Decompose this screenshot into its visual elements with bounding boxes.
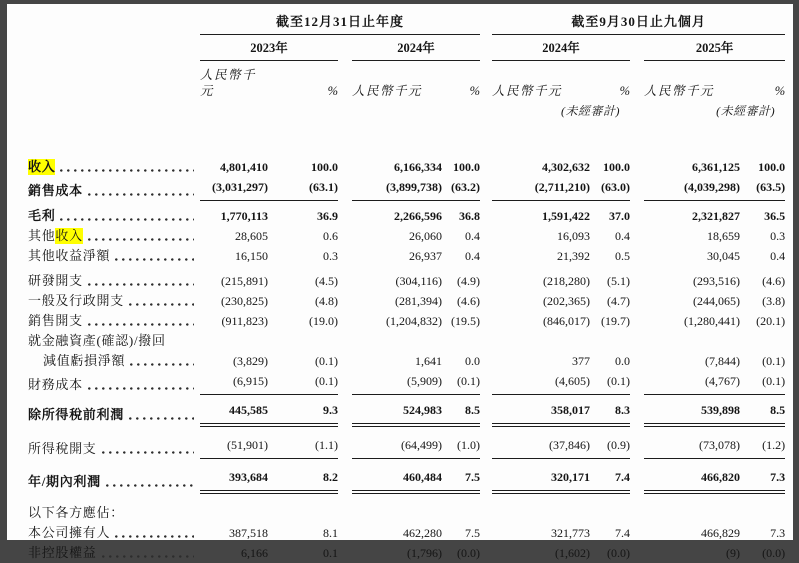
cell-percent: 7.5: [465, 526, 481, 540]
column-gap: [338, 351, 352, 371]
column-gap: [630, 61, 644, 102]
column-gap: [480, 101, 492, 121]
column-gap: [630, 291, 644, 311]
cell-amount: (4,605): [492, 371, 590, 395]
cell-percent: 0.3: [770, 229, 786, 243]
row-label: 研發開支: [28, 273, 83, 288]
column-gap: [338, 246, 352, 266]
cell-amount: (244,065): [693, 294, 741, 308]
column-gap: [338, 492, 352, 523]
column-gap: [630, 492, 644, 523]
cell-amount: 320,171: [492, 459, 590, 493]
cell-percent: 100.0: [758, 160, 786, 174]
spacer-cell: [28, 35, 200, 61]
cell-percent: 7.4: [615, 526, 631, 540]
table-row: [28, 226, 785, 246]
cell-percent: (4.9): [457, 274, 481, 288]
cell-percent: 0.4: [465, 229, 481, 243]
column-gap: [630, 101, 644, 121]
cell-percent: (0.9): [590, 425, 630, 459]
cell-percent: (1.0): [442, 425, 480, 459]
cell-percent: 36.8: [459, 209, 481, 223]
column-gap: [338, 425, 352, 459]
cell-amount: 4,302,632: [542, 160, 591, 174]
column-gap: [630, 351, 644, 371]
column-gap: [480, 35, 492, 61]
cell-percent: (63.5): [740, 177, 785, 201]
cell-percent: (4.5): [315, 274, 338, 288]
search-highlight: 收入: [55, 228, 83, 243]
cell-amount: 462,280: [403, 526, 442, 540]
cell-percent: (0.0): [762, 546, 786, 560]
column-gap: [338, 543, 352, 563]
table-row: [28, 371, 785, 395]
cell-amount: (846,017): [543, 314, 591, 328]
cell-amount: 460,484: [352, 459, 442, 493]
cell-percent: 7.5: [442, 459, 480, 493]
cell-percent: 37.0: [609, 209, 631, 223]
row-label-cell: [28, 226, 200, 246]
financial-table-body: [28, 121, 785, 563]
col-header-currency: 人民幣千元: [352, 84, 423, 98]
col-header-percent: %: [619, 84, 631, 98]
search-highlight: 收入: [28, 159, 56, 174]
column-gap: [480, 266, 492, 291]
cell-percent: [590, 331, 630, 351]
table-row: [28, 311, 785, 331]
row-label: 財務成本: [28, 376, 83, 392]
cell-amount: (3,829): [233, 354, 268, 368]
column-gap: [630, 201, 644, 227]
column-gap: [338, 121, 352, 177]
cell-percent: (0.1): [740, 371, 785, 395]
cell-percent: 0.4: [615, 229, 631, 243]
column-gap: [630, 331, 644, 351]
row-label: 本公司擁有人: [28, 525, 111, 540]
dot-leader: [129, 303, 194, 306]
cell-percent: 36.9: [317, 209, 338, 223]
column-gap: [338, 35, 352, 61]
cell-amount: 6,361,125: [692, 160, 741, 174]
cell-amount: (911,823): [221, 314, 268, 328]
cell-amount: (9): [726, 546, 741, 560]
column-gap: [480, 331, 492, 351]
spacer-cell: [28, 101, 480, 121]
year-header-2024: 2024年: [352, 35, 480, 61]
column-gap: [338, 226, 352, 246]
column-gap: [630, 371, 644, 395]
row-label: 就金融資產(確認)/撥回: [28, 333, 166, 348]
col-header-percent: %: [469, 84, 481, 98]
column-gap: [338, 459, 352, 493]
cell-amount: 16,150: [235, 249, 268, 263]
table-row: [28, 201, 785, 227]
cell-amount: 445,585: [200, 395, 268, 426]
cell-amount: (1,602): [555, 546, 591, 560]
cell-amount: (3,031,297): [200, 177, 268, 201]
column-gap: [338, 61, 352, 102]
cell-percent: (1.1): [268, 425, 338, 459]
cell-percent: (5.1): [607, 274, 631, 288]
spacer-cell: [28, 12, 200, 35]
cell-amount: 16,093: [557, 229, 591, 243]
cell-percent: 7.3: [740, 459, 785, 493]
column-gap: [480, 543, 492, 563]
row-label: 所得稅開支: [28, 440, 97, 456]
row-label: 毛利: [28, 208, 56, 223]
column-gap: [338, 291, 352, 311]
unaudited-note: (未經審計): [561, 104, 621, 118]
col-header-percent: %: [774, 84, 786, 98]
cell-percent: 7.3: [770, 526, 786, 540]
col-header-percent: %: [327, 84, 338, 98]
cell-percent: [740, 331, 785, 351]
col-header-currency: 人民幣千元: [492, 84, 563, 98]
cell-amount: (3,899,738): [352, 177, 442, 201]
row-label: 減值虧損淨額: [43, 353, 126, 368]
cell-amount: [492, 331, 590, 351]
table-row: [28, 395, 785, 426]
table-row: [28, 177, 785, 201]
column-gap: [480, 177, 492, 201]
cell-percent: 0.1: [323, 546, 338, 560]
cell-amount: 1,591,422: [542, 209, 591, 223]
cell-amount: [352, 492, 442, 523]
cell-amount: [644, 331, 740, 351]
dot-leader: [88, 193, 194, 196]
document-page: [7, 4, 793, 560]
cell-percent: 8.5: [442, 395, 480, 426]
row-label-cell: [28, 177, 200, 201]
cell-percent: (4.7): [607, 294, 631, 308]
row-label-cell: [28, 331, 200, 351]
column-gap: [338, 177, 352, 201]
cell-percent: (1.2): [740, 425, 785, 459]
cell-amount: 393,684: [200, 459, 268, 493]
cell-amount: (5,909): [352, 371, 442, 395]
dot-leader: [115, 535, 194, 538]
cell-percent: 8.5: [740, 395, 785, 426]
table-row: [28, 291, 785, 311]
year-header-row: [28, 35, 785, 61]
cell-amount: [352, 331, 442, 351]
dot-leader: [88, 283, 194, 286]
unaudited-note: (未經審計): [716, 104, 776, 118]
row-label-cell: [28, 543, 200, 563]
row-label-cell: [28, 459, 200, 493]
cell-amount: 2,321,827: [692, 209, 741, 223]
cell-amount: [200, 331, 268, 351]
cell-percent: (63.2): [442, 177, 480, 201]
cell-amount: (51,901): [200, 425, 268, 459]
column-gap: [630, 121, 644, 177]
period-annual-header: 截至12月31日止年度: [200, 12, 480, 35]
cell-amount: (230,825): [221, 294, 268, 308]
table-row: [28, 266, 785, 291]
income-statement: [7, 4, 793, 563]
cell-percent: 0.3: [323, 249, 338, 263]
dot-leader: [129, 417, 194, 420]
column-gap: [630, 459, 644, 493]
column-gap: [338, 201, 352, 227]
dot-leader: [88, 323, 194, 326]
unit-header-row: [28, 61, 785, 102]
row-label-cell: [28, 395, 200, 426]
column-gap: [338, 523, 352, 543]
column-gap: [338, 395, 352, 426]
cell-percent: [268, 492, 338, 523]
cell-amount: 21,392: [557, 249, 591, 263]
cell-amount: 18,659: [707, 229, 741, 243]
cell-percent: (19.5): [451, 314, 481, 328]
cell-percent: 36.5: [764, 209, 786, 223]
cell-amount: (202,365): [543, 294, 591, 308]
cell-amount: (218,280): [543, 274, 591, 288]
dot-leader: [102, 555, 194, 558]
dot-leader: [115, 258, 194, 261]
row-label: 一般及行政開支: [28, 293, 124, 308]
table-row: [28, 492, 785, 523]
row-label-cell: [28, 291, 200, 311]
column-gap: [630, 523, 644, 543]
cell-amount: 1,770,113: [220, 209, 268, 223]
row-label-cell: [28, 371, 200, 395]
cell-percent: 0.4: [465, 249, 481, 263]
row-label: 銷售開支: [28, 313, 83, 328]
spacer-cell: [28, 61, 200, 102]
cell-amount: (6,915): [200, 371, 268, 395]
column-gap: [480, 121, 492, 177]
cell-amount: 377: [572, 354, 591, 368]
cell-percent: (4.6): [762, 274, 786, 288]
cell-percent: 100.0: [311, 160, 338, 174]
cell-amount: 28,605: [235, 229, 268, 243]
cell-amount: (7,844): [705, 354, 741, 368]
cell-amount: (1,280,441): [684, 314, 741, 328]
cell-amount: (304,116): [395, 274, 442, 288]
cell-percent: (0.1): [442, 371, 480, 395]
dot-leader: [88, 238, 194, 241]
column-gap: [480, 12, 492, 35]
table-row: [28, 459, 785, 493]
column-gap: [630, 35, 644, 61]
row-label: 非控股權益: [28, 545, 97, 560]
cell-percent: 0.4: [770, 249, 786, 263]
cell-percent: 8.3: [590, 395, 630, 426]
cell-percent: (0.1): [762, 354, 786, 368]
dot-leader: [60, 169, 194, 172]
row-label-cell: [28, 121, 200, 177]
column-gap: [630, 246, 644, 266]
column-gap: [480, 459, 492, 493]
cell-amount: 539,898: [644, 395, 740, 426]
cell-amount: 466,829: [701, 526, 741, 540]
cell-percent: (63.1): [268, 177, 338, 201]
column-gap: [338, 371, 352, 395]
row-label: 除所得稅前利潤: [28, 407, 124, 422]
table-row: [28, 121, 785, 177]
cell-percent: [268, 331, 338, 351]
cell-amount: 358,017: [492, 395, 590, 426]
cell-percent: [442, 492, 480, 523]
cell-percent: (19.7): [601, 314, 631, 328]
column-gap: [630, 425, 644, 459]
table-row: [28, 523, 785, 543]
cell-amount: (1,796): [407, 546, 442, 560]
col-header-currency: 人民幣千元: [644, 84, 715, 98]
income-statement-table: [28, 12, 785, 563]
cell-amount: 6,166: [241, 546, 268, 560]
cell-amount: (215,891): [221, 274, 268, 288]
column-gap: [480, 291, 492, 311]
unaudited-row: [28, 101, 785, 121]
column-gap: [480, 371, 492, 395]
cell-amount: (73,078): [644, 425, 740, 459]
year-header-2023: 2023年: [200, 35, 338, 61]
dot-leader: [60, 218, 194, 221]
cell-percent: (0.0): [607, 546, 631, 560]
cell-amount: (1,204,832): [386, 314, 442, 328]
cell-percent: (0.1): [315, 354, 338, 368]
column-gap: [338, 266, 352, 291]
cell-amount: (4,767): [644, 371, 740, 395]
column-gap: [630, 177, 644, 201]
cell-amount: (2,711,210): [492, 177, 590, 201]
cell-percent: 8.1: [323, 526, 338, 540]
table-row: [28, 543, 785, 563]
cell-percent: 0.0: [465, 354, 481, 368]
cell-percent: (0.0): [457, 546, 481, 560]
cell-amount: [644, 492, 740, 523]
cell-percent: (4.8): [315, 294, 338, 308]
column-gap: [480, 425, 492, 459]
cell-percent: 8.2: [268, 459, 338, 493]
row-label-cell: [28, 246, 200, 266]
column-gap: [480, 226, 492, 246]
cell-percent: 0.0: [615, 354, 631, 368]
dot-leader: [102, 451, 194, 454]
cell-percent: (0.1): [268, 371, 338, 395]
year-header-2024-9m: 2024年: [492, 35, 630, 61]
column-gap: [480, 395, 492, 426]
cell-amount: 26,060: [409, 229, 442, 243]
period-nine-months-header: 截至9月30日止九個月: [492, 12, 785, 35]
row-label-cell: [28, 351, 200, 371]
cell-percent: 100.0: [603, 160, 631, 174]
cell-amount: [200, 492, 268, 523]
cell-amount: (37,846): [492, 425, 590, 459]
cell-amount: 6,166,334: [394, 160, 442, 174]
row-label-cell: [28, 311, 200, 331]
cell-percent: 9.3: [268, 395, 338, 426]
cell-percent: [740, 492, 785, 523]
year-header-2025: 2025年: [644, 35, 785, 61]
cell-amount: 4,801,410: [220, 160, 268, 174]
table-row: [28, 246, 785, 266]
table-row: [28, 425, 785, 459]
cell-amount: (4,039,298): [644, 177, 740, 201]
cell-amount: 466,820: [644, 459, 740, 493]
row-label: 其他收益淨額: [28, 248, 111, 263]
cell-amount: (293,516): [693, 274, 741, 288]
row-label: 其他: [28, 228, 56, 243]
cell-amount: (64,499): [352, 425, 442, 459]
column-gap: [480, 311, 492, 331]
column-gap: [480, 492, 492, 523]
cell-amount: 524,983: [352, 395, 442, 426]
column-gap: [480, 201, 492, 227]
column-gap: [630, 226, 644, 246]
column-gap: [630, 311, 644, 331]
cell-amount: (281,394): [395, 294, 442, 308]
cell-amount: 26,937: [409, 249, 442, 263]
cell-percent: 7.4: [590, 459, 630, 493]
column-gap: [338, 311, 352, 331]
column-gap: [480, 61, 492, 102]
cell-amount: 321,773: [551, 526, 591, 540]
row-label-cell: [28, 201, 200, 227]
cell-amount: 387,518: [229, 526, 268, 540]
cell-percent: (3.8): [762, 294, 786, 308]
row-label-cell: [28, 425, 200, 459]
cell-amount: 2,266,596: [394, 209, 442, 223]
column-gap: [480, 523, 492, 543]
cell-percent: [442, 331, 480, 351]
cell-percent: 0.5: [615, 249, 631, 263]
cell-amount: [492, 492, 590, 523]
row-label-cell: [28, 266, 200, 291]
column-gap: [630, 395, 644, 426]
cell-amount: 30,045: [707, 249, 741, 263]
dot-leader: [130, 363, 194, 366]
cell-percent: [590, 492, 630, 523]
row-label-cell: [28, 523, 200, 543]
column-gap: [480, 351, 492, 371]
cell-percent: (20.1): [756, 314, 786, 328]
cell-percent: (0.1): [590, 371, 630, 395]
cell-percent: 100.0: [453, 160, 481, 174]
column-gap: [480, 246, 492, 266]
row-label: 銷售成本: [28, 182, 83, 198]
column-gap: [338, 331, 352, 351]
table-row: [28, 331, 785, 351]
row-label: 年/期內利潤: [28, 474, 101, 489]
table-row: [28, 351, 785, 371]
column-gap: [630, 543, 644, 563]
dot-leader: [88, 387, 194, 390]
cell-percent: 0.6: [323, 229, 338, 243]
cell-amount: 1,641: [415, 354, 442, 368]
period-group-row: [28, 12, 785, 35]
column-gap: [630, 266, 644, 291]
row-label: 以下各方應佔：: [28, 505, 124, 520]
col-header-currency: 人民幣千元: [200, 68, 257, 98]
row-label-cell: [28, 492, 200, 523]
cell-percent: (19.0): [309, 314, 338, 328]
cell-percent: (4.6): [457, 294, 481, 308]
cell-percent: (63.0): [590, 177, 630, 201]
dot-leader: [106, 484, 194, 487]
